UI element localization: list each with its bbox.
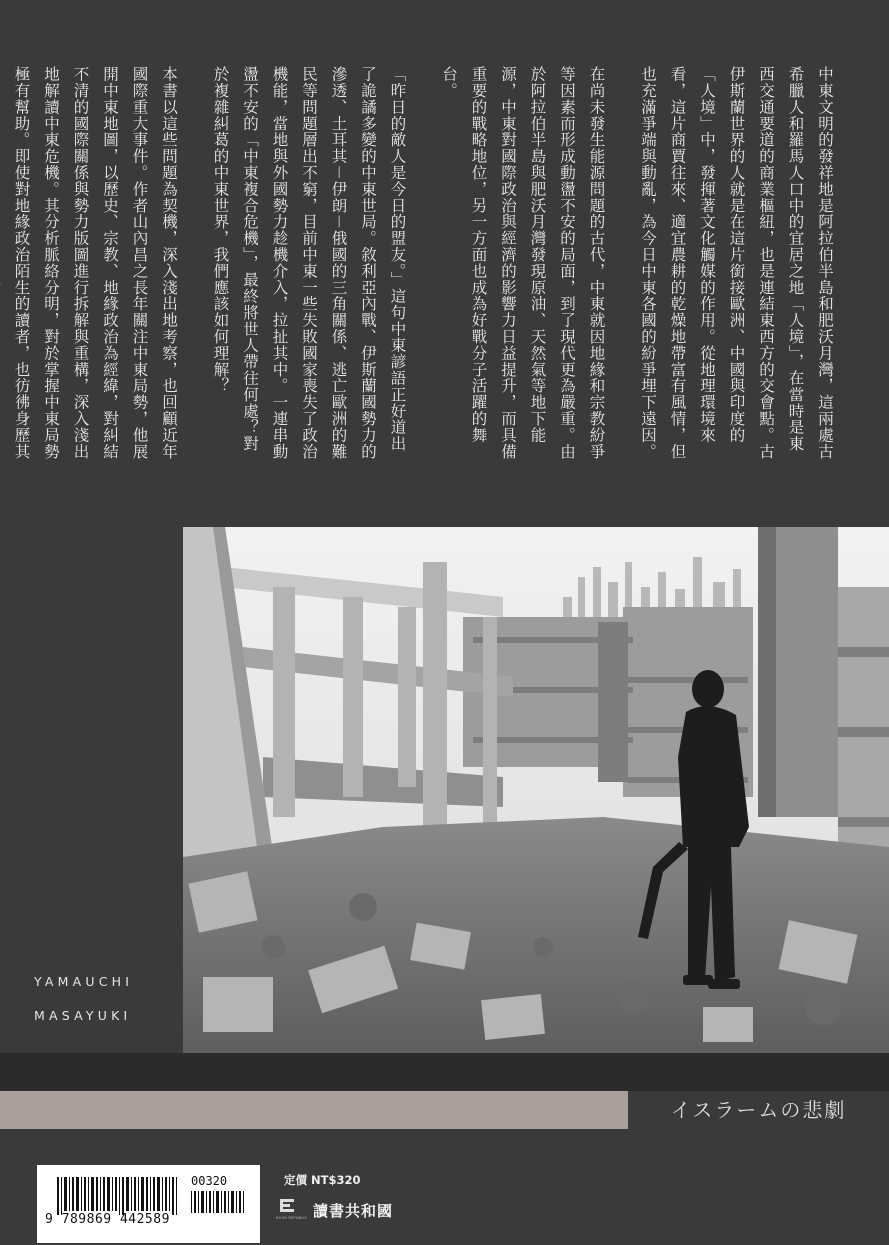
ruined-city-photo	[183, 527, 889, 1053]
synopsis-paragraph: 本書以這些問題為契機，深入淺出地考察，也回顧近年國際重大事件。作者山內昌之長年關注中東局勢，他展開中東地圖，以歷史、宗教、地緣政治為經緯，對糾結不清的國際關係與勢力版圖進行拆解與重構，深入淺出地解讀中東危機。其分析脈絡分明，對於掌握中東局勢極有幫助。即使對地緣政治陌生的讀者，也彷彿身歷其	[12, 66, 178, 460]
author-name	[34, 965, 133, 1033]
synopsis-paragraph: 中東文明的發祥地是阿拉伯半島和肥沃月灣，這兩處古希臘人和羅馬人口中的宜居之地「人境」，在當時是東西交通要道的商業樞紐，也是連結東西方的交會點。古伊斯蘭世界的人就是在這片銜接歐洲、中國與印度的「人境」中，發揮著文化觸媒的作用。從地理環境來看，這片商賈往來、適宜農耕的乾燥地帶富有風情，但也充滿爭端與動亂，為今日中東各國的紛爭埋下遠因。	[639, 66, 834, 460]
price-code: 00320	[191, 1174, 228, 1188]
synopsis-paragraph: 「昨日的敵人是今日的盟友。」這句中東諺語正好道出了詭譎多變的中東世局。敘利亞內戰、伊斯蘭國勢力的滲透、土耳其－伊朗－俄國的三角關係、逃亡歐洲的難民等問題層出不窮，目前中東一些失敗國家喪失了政治機能，當地與外國勢力趁機介入，拉扯其中。一連串動盪不安的「中東複合危機」，最終將世人帶往何處？對於複雜糾葛的中東世界，我們應該如何理解？	[211, 66, 407, 460]
synopsis-text	[0, 66, 839, 466]
dark-band	[0, 1053, 889, 1091]
author-line: MASAYUKI	[34, 1008, 132, 1023]
taupe-band	[0, 1091, 628, 1129]
author-line: YAMAUCHI	[34, 974, 134, 989]
synopsis-paragraph: 在尚未發生能源問題的古代，中東就因地緣和宗教紛爭等因素而形成動盪不安的局面，到了現代更為嚴重。由於阿拉伯半島與肥沃月灣發現原油、天然氣等地下能源，中東對國際政治與經濟的影響力日益提升，而具備重要的戰略地位，另一方面也成為好戰分子活躍的舞台。	[440, 66, 606, 460]
original-title: イスラームの悲劇	[670, 1098, 847, 1122]
price-label: 定價 NT$320	[284, 1173, 361, 1187]
isbn-number: 9 789869 442589	[45, 1212, 170, 1227]
publisher-logo-text: ROOK REPUBLIC	[276, 1216, 308, 1220]
publisher-name: 讀書共和國	[313, 1202, 394, 1220]
isbn-barcode	[37, 1165, 260, 1243]
